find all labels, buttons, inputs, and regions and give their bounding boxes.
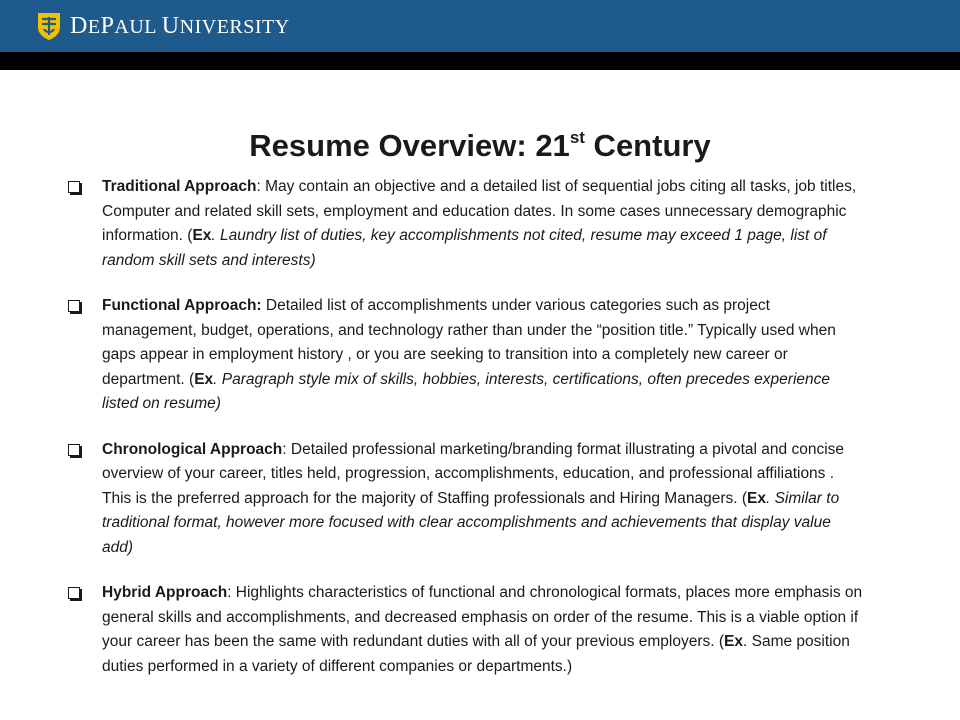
depaul-shield-icon bbox=[36, 11, 62, 41]
accent-bar bbox=[0, 52, 960, 70]
item-label: Chronological Approach bbox=[102, 440, 283, 458]
list-item-traditional bbox=[64, 175, 864, 273]
brand-u: U bbox=[161, 12, 180, 39]
item-ex-text: . Similar to traditional format, however more focused with clear accomplishments and achievements that display value add) bbox=[102, 489, 840, 556]
item-text: : Highlights characteristics of functional and chronological formats, places more emphasis on general skills and accomplishments, and decreased emphasis on order of the resume. This is a viable option if your career has been the same with redundant duties with all of your previous employers. ( bbox=[102, 584, 863, 650]
brand-d: D bbox=[70, 12, 88, 39]
brand-p: P bbox=[100, 12, 115, 39]
list-item-hybrid bbox=[64, 581, 864, 679]
item-label: Functional Approach: bbox=[102, 297, 262, 314]
item-ex-text: . Laundry list of duties, key accomplishments not cited, resume may exceed 1 page, list of random skill sets and interests) bbox=[102, 227, 827, 269]
title-superscript: st bbox=[569, 127, 585, 147]
list-item-chronological bbox=[64, 438, 864, 561]
item-text: : May contain an objective and a detailed list of sequential jobs citing all tasks, job titles, Computer and related skill sets, employment and education dates. In some cases unnecessary demographic information. ( bbox=[102, 178, 857, 244]
brand-e: E bbox=[87, 15, 101, 38]
header-bar bbox=[0, 0, 960, 52]
slide-title bbox=[0, 128, 960, 164]
brand-niversity: NIVERSITY bbox=[179, 15, 290, 38]
list-item-functional bbox=[64, 294, 864, 417]
item-text: : Detailed professional marketing/branding format illustrating a pivotal and concise overview of your career, titles held, progression, accomplishments, education, and professional affiliations . This is the preferred approach for the majority of Staffing professionals and Hiring Managers. ( bbox=[102, 440, 845, 507]
checkbox-bullet-icon bbox=[68, 444, 80, 456]
checkbox-bullet-icon bbox=[68, 181, 80, 193]
item-ex-label: Ex bbox=[747, 489, 766, 507]
item-ex-label: Ex bbox=[724, 633, 744, 650]
item-ex-label: Ex bbox=[192, 227, 212, 244]
bullet-list bbox=[64, 175, 864, 679]
checkbox-bullet-icon bbox=[68, 587, 80, 599]
checkbox-bullet-icon bbox=[68, 300, 80, 312]
brand-wordmark bbox=[70, 13, 290, 40]
item-text: Detailed list of accomplishments under various categories such as project management, budget, operations, and technology rather than under the “position title.” Typically used when gaps appear in employment history , or you are seeking to transition into a completely new career or department. ( bbox=[102, 297, 836, 388]
item-label: Traditional Approach bbox=[102, 178, 257, 195]
item-ex-label: Ex bbox=[194, 370, 214, 388]
item-ex-text: . Same position duties performed in a variety of different companies or departments.) bbox=[102, 633, 850, 675]
item-ex-text: . Paragraph style mix of skills, hobbies, interests, certifications, often precedes experience listed on resume) bbox=[102, 370, 831, 412]
brand-aul: AUL bbox=[114, 15, 157, 38]
item-label: Hybrid Approach bbox=[102, 584, 228, 601]
title-main: Resume Overview: 21 bbox=[249, 128, 570, 163]
depaul-logo[interactable] bbox=[36, 11, 290, 41]
title-end: Century bbox=[584, 128, 711, 163]
